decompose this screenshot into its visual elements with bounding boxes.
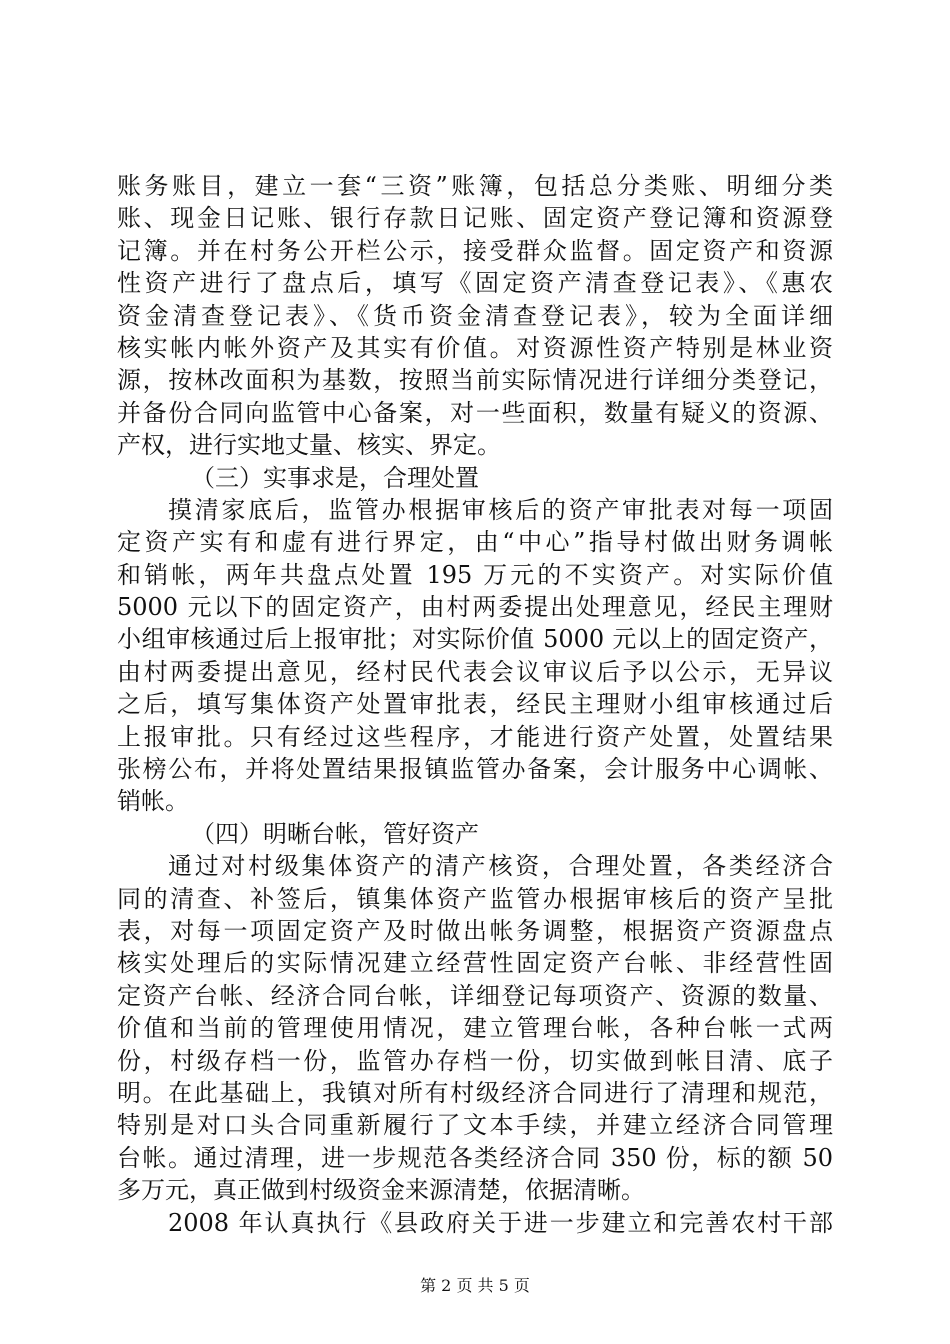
text-line: 多万元，真正做到村级资金来源清楚，依据清晰。 [117,1176,645,1205]
text-line: 之后，填写集体资产处置审批表，经民主理财小组审核通过后 [117,690,833,719]
text-line: 明。在此基础上，我镇对所有村级经济合同进行了清理和规范， [117,1078,833,1107]
text-line: 销帐。 [117,787,189,816]
text-line: 源，按林改面积为基数，按照当前实际情况进行详细分类登记， [117,366,833,395]
text-line: 上报审批。只有经过这些程序，才能进行资产处置，处置结果 [117,722,833,751]
text-line: 定资产台帐、经济合同台帐，详细登记每项资产、资源的数量、 [117,981,833,1010]
document-body [117,170,833,1239]
text-line: 产权，进行实地丈量、核实、界定。 [117,431,501,460]
text-line: 记簿。并在村务公开栏公示，接受群众监督。固定资产和资源 [117,236,833,265]
text-line: 特别是对口头合同重新履行了文本手续，并建立经济合同管理 [117,1111,833,1140]
text-line: 价值和当前的管理使用情况，建立管理台帐，各种台帐一式两 [117,1014,833,1043]
section-heading: （三）实事求是，合理处置 [191,463,479,492]
text-line: 账、现金日记账、银行存款日记账、固定资产登记簿和资源登 [117,204,833,233]
text-line: 张榜公布，并将处置结果报镇监管办备案，会计服务中心调帐、 [117,755,833,784]
text-line: 核实处理后的实际情况建立经营性固定资产台帐、非经营性固 [117,949,833,978]
text-line: 摸清家底后，监管办根据审核后的资产审批表对每一项固 [168,495,833,524]
text-line: 核实帐内帐外资产及其实有价值。对资源性资产特别是林业资 [117,333,833,362]
text-line: 台帐。通过清理，进一步规范各类经济合同 350 份，标的额 50 [117,1143,833,1172]
text-line: 小组审核通过后上报审批；对实际价值 5000 元以上的固定资产， [117,625,833,654]
text-line: 同的清查、补签后，镇集体资产监管办根据审核后的资产呈批 [117,884,833,913]
text-line: 表，对每一项固定资产及时做出帐务调整，根据资产资源盘点 [117,916,833,945]
text-line: 资金清查登记表》、《货币资金清查登记表》，较为全面详细 [117,301,833,330]
text-line: 2008 年认真执行《县政府关于进一步建立和完善农村干部 [168,1208,833,1237]
section-heading: （四）明晰台帐，管好资产 [191,819,479,848]
page-footer: 第 2 页 共 5 页 [420,1276,530,1295]
text-line: 5000 元以下的固定资产，由村两委提出处理意见，经民主理财 [117,593,833,622]
text-line: 账务账目，建立一套“三资”账簿，包括总分类账、明细分类 [117,172,833,200]
text-line: 份，村级存档一份，监管办存档一份，切实做到帐目清、底子 [117,1046,833,1075]
text-line: 定资产实有和虚有进行界定，由“中心”指导村做出财务调帐 [117,528,833,557]
text-line: 性资产进行了盘点后，填写《固定资产清查登记表》、《惠农 [117,269,833,298]
text-line: 和销帐，两年共盘点处置 195 万元的不实资产。对实际价值 [117,560,833,589]
text-line: 通过对村级集体资产的清产核资，合理处置，各类经济合 [168,852,833,881]
text-line: 并备份合同向监管中心备案，对一些面积，数量有疑义的资源、 [117,398,833,427]
text-line: 由村两委提出意见，经村民代表会议审议后予以公示，无异议 [117,657,833,686]
